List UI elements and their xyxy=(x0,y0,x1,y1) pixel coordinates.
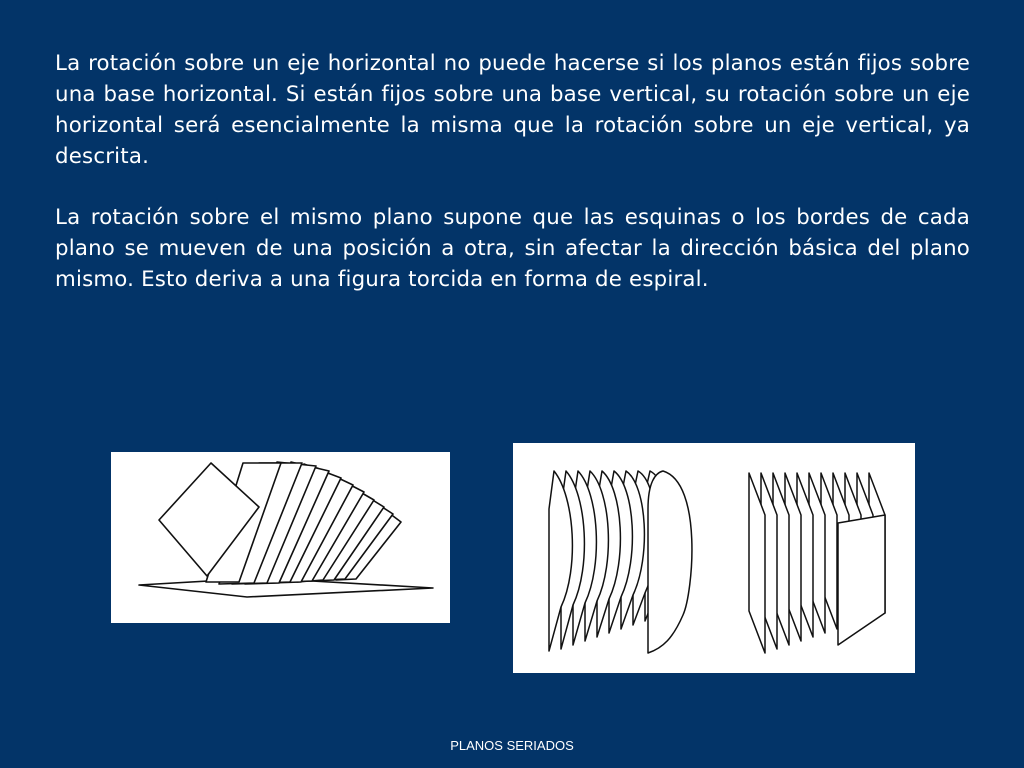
front-angled-plane xyxy=(838,515,885,645)
slide-footer: PLANOS SERIADOS xyxy=(450,738,574,753)
front-curved-plane xyxy=(648,471,692,653)
rotating-planes-illustration xyxy=(111,452,450,623)
figure-serial-planes-comparison xyxy=(513,443,915,673)
serial-planes-illustration xyxy=(513,443,915,673)
paragraph-same-plane-rotation: La rotación sobre el mismo plano supone que las esquinas o los bordes de cada plano se mueven de una posición a otra, sin afectar la dirección básica del plano mismo. Esto deriva a una figura torcida en forma de espiral. xyxy=(55,205,970,292)
paragraph-horizontal-axis-rotation: La rotación sobre un eje horizontal no puede hacerse si los planos están fijos sobre una base horizontal. Si están fijos sobre una base vertical, su rotación sobre un eje horizontal será esencialmente la misma que la rotación sobre un eje vertical, ya descrita. xyxy=(55,51,970,169)
figure-rotating-planes-on-base xyxy=(111,452,450,623)
